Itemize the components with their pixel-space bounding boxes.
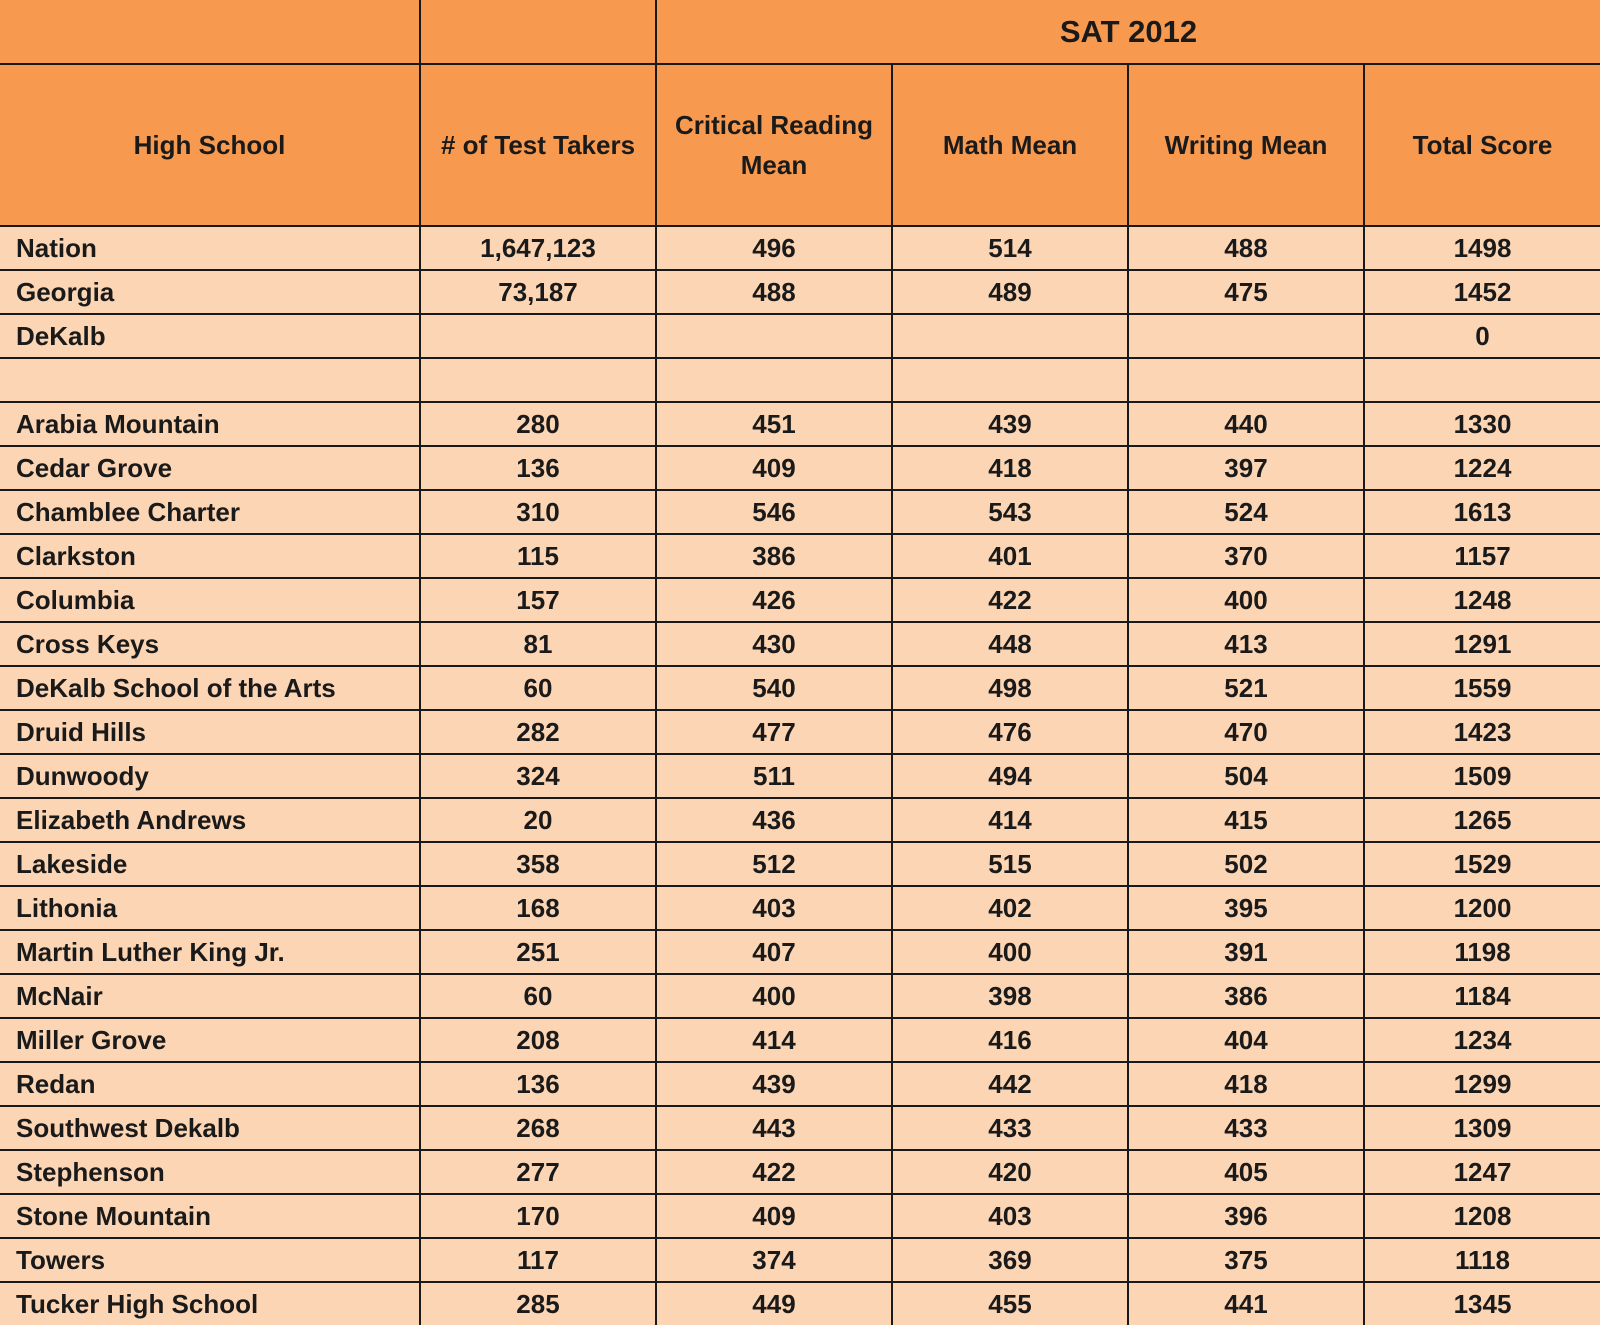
table-row — [0, 1282, 1600, 1325]
cell-writing: 396 — [1128, 1194, 1364, 1238]
cell-math: 543 — [892, 490, 1128, 534]
cell-total: 1423 — [1364, 710, 1600, 754]
cell-writing: 370 — [1128, 534, 1364, 578]
cell-test-takers: 60 — [420, 974, 656, 1018]
table-row — [0, 490, 1600, 534]
cell-math: 498 — [892, 666, 1128, 710]
cell-test-takers: 324 — [420, 754, 656, 798]
cell-critical-reading: 374 — [656, 1238, 892, 1282]
cell-high-school: Cross Keys — [0, 622, 420, 666]
cell-high-school: DeKalb — [0, 314, 420, 358]
cell-test-takers: 81 — [420, 622, 656, 666]
cell-high-school: Martin Luther King Jr. — [0, 930, 420, 974]
cell-test-takers: 358 — [420, 842, 656, 886]
table-row — [0, 402, 1600, 446]
cell-total: 1157 — [1364, 534, 1600, 578]
cell-test-takers — [420, 314, 656, 358]
cell-critical-reading: 422 — [656, 1150, 892, 1194]
cell-test-takers: 117 — [420, 1238, 656, 1282]
cell-writing: 391 — [1128, 930, 1364, 974]
cell-critical-reading: 407 — [656, 930, 892, 974]
cell-test-takers: 136 — [420, 446, 656, 490]
cell-critical-reading: 449 — [656, 1282, 892, 1325]
cell-total: 1529 — [1364, 842, 1600, 886]
cell-writing: 397 — [1128, 446, 1364, 490]
cell-test-takers: 277 — [420, 1150, 656, 1194]
cell-test-takers: 115 — [420, 534, 656, 578]
cell-high-school: Lithonia — [0, 886, 420, 930]
cell-math: 420 — [892, 1150, 1128, 1194]
cell-total: 1309 — [1364, 1106, 1600, 1150]
table-super-header-row — [0, 0, 1600, 64]
cell-math: 398 — [892, 974, 1128, 1018]
cell-test-takers: 280 — [420, 402, 656, 446]
cell-high-school: Redan — [0, 1062, 420, 1106]
cell-math — [892, 314, 1128, 358]
cell-high-school: Georgia — [0, 270, 420, 314]
cell-critical-reading: 403 — [656, 886, 892, 930]
cell-math: 369 — [892, 1238, 1128, 1282]
cell-high-school: McNair — [0, 974, 420, 1018]
cell-math — [892, 358, 1128, 402]
cell-high-school: Tucker High School — [0, 1282, 420, 1325]
cell-high-school: Lakeside — [0, 842, 420, 886]
cell-high-school: Chamblee Charter — [0, 490, 420, 534]
cell-writing: 400 — [1128, 578, 1364, 622]
cell-high-school: Towers — [0, 1238, 420, 1282]
cell-writing: 395 — [1128, 886, 1364, 930]
cell-math: 476 — [892, 710, 1128, 754]
cell-test-takers — [420, 358, 656, 402]
cell-critical-reading: 511 — [656, 754, 892, 798]
cell-total: 1118 — [1364, 1238, 1600, 1282]
cell-math: 418 — [892, 446, 1128, 490]
cell-critical-reading: 430 — [656, 622, 892, 666]
cell-math: 514 — [892, 226, 1128, 270]
cell-writing: 386 — [1128, 974, 1364, 1018]
cell-high-school: Arabia Mountain — [0, 402, 420, 446]
table-title: SAT 2012 — [656, 0, 1600, 64]
cell-writing: 418 — [1128, 1062, 1364, 1106]
cell-writing: 404 — [1128, 1018, 1364, 1062]
cell-writing — [1128, 314, 1364, 358]
cell-critical-reading: 414 — [656, 1018, 892, 1062]
cell-high-school: Druid Hills — [0, 710, 420, 754]
column-header-high-school: High School — [0, 64, 420, 226]
table-row — [0, 798, 1600, 842]
column-header-critical-reading: Critical Reading Mean — [656, 64, 892, 226]
cell-total: 1224 — [1364, 446, 1600, 490]
cell-total: 1200 — [1364, 886, 1600, 930]
cell-writing: 441 — [1128, 1282, 1364, 1325]
cell-writing: 488 — [1128, 226, 1364, 270]
cell-critical-reading: 439 — [656, 1062, 892, 1106]
cell-test-takers: 20 — [420, 798, 656, 842]
cell-high-school: Elizabeth Andrews — [0, 798, 420, 842]
cell-total: 1299 — [1364, 1062, 1600, 1106]
table-row — [0, 930, 1600, 974]
cell-writing: 475 — [1128, 270, 1364, 314]
cell-total: 1248 — [1364, 578, 1600, 622]
cell-math: 400 — [892, 930, 1128, 974]
cell-writing: 413 — [1128, 622, 1364, 666]
cell-high-school: Stone Mountain — [0, 1194, 420, 1238]
cell-high-school — [0, 358, 420, 402]
table-row — [0, 666, 1600, 710]
cell-writing: 470 — [1128, 710, 1364, 754]
cell-math: 439 — [892, 402, 1128, 446]
table-row — [0, 1150, 1600, 1194]
cell-test-takers: 1,647,123 — [420, 226, 656, 270]
table-row — [0, 1062, 1600, 1106]
cell-math: 422 — [892, 578, 1128, 622]
cell-critical-reading: 409 — [656, 446, 892, 490]
cell-total: 1330 — [1364, 402, 1600, 446]
cell-writing: 433 — [1128, 1106, 1364, 1150]
cell-total: 1498 — [1364, 226, 1600, 270]
cell-critical-reading: 512 — [656, 842, 892, 886]
cell-writing: 405 — [1128, 1150, 1364, 1194]
cell-total: 1234 — [1364, 1018, 1600, 1062]
cell-total: 1208 — [1364, 1194, 1600, 1238]
cell-test-takers: 251 — [420, 930, 656, 974]
cell-total: 1291 — [1364, 622, 1600, 666]
cell-math: 494 — [892, 754, 1128, 798]
cell-test-takers: 60 — [420, 666, 656, 710]
cell-writing: 504 — [1128, 754, 1364, 798]
cell-high-school: Miller Grove — [0, 1018, 420, 1062]
cell-critical-reading: 451 — [656, 402, 892, 446]
cell-critical-reading: 436 — [656, 798, 892, 842]
table-row — [0, 754, 1600, 798]
cell-writing: 440 — [1128, 402, 1364, 446]
cell-total: 1613 — [1364, 490, 1600, 534]
cell-writing — [1128, 358, 1364, 402]
cell-total: 1247 — [1364, 1150, 1600, 1194]
cell-writing: 502 — [1128, 842, 1364, 886]
table-body — [0, 226, 1600, 1325]
cell-critical-reading: 443 — [656, 1106, 892, 1150]
cell-high-school: Clarkston — [0, 534, 420, 578]
cell-high-school: Stephenson — [0, 1150, 420, 1194]
cell-high-school: Dunwoody — [0, 754, 420, 798]
table-row — [0, 886, 1600, 930]
table-row — [0, 1194, 1600, 1238]
cell-total — [1364, 358, 1600, 402]
cell-test-takers: 136 — [420, 1062, 656, 1106]
column-header-test-takers: # of Test Takers — [420, 64, 656, 226]
cell-writing: 415 — [1128, 798, 1364, 842]
cell-writing: 524 — [1128, 490, 1364, 534]
cell-critical-reading: 426 — [656, 578, 892, 622]
cell-test-takers: 282 — [420, 710, 656, 754]
table-row — [0, 314, 1600, 358]
cell-high-school: Columbia — [0, 578, 420, 622]
cell-critical-reading — [656, 314, 892, 358]
cell-total: 1345 — [1364, 1282, 1600, 1325]
column-header-writing: Writing Mean — [1128, 64, 1364, 226]
cell-high-school: Southwest Dekalb — [0, 1106, 420, 1150]
cell-test-takers: 208 — [420, 1018, 656, 1062]
cell-critical-reading: 540 — [656, 666, 892, 710]
table-row — [0, 358, 1600, 402]
cell-critical-reading: 496 — [656, 226, 892, 270]
cell-test-takers: 168 — [420, 886, 656, 930]
column-header-total: Total Score — [1364, 64, 1600, 226]
table-row — [0, 710, 1600, 754]
cell-writing: 521 — [1128, 666, 1364, 710]
cell-test-takers: 170 — [420, 1194, 656, 1238]
cell-total: 1559 — [1364, 666, 1600, 710]
cell-test-takers: 285 — [420, 1282, 656, 1325]
cell-math: 414 — [892, 798, 1128, 842]
cell-math: 455 — [892, 1282, 1128, 1325]
cell-test-takers: 157 — [420, 578, 656, 622]
cell-math: 433 — [892, 1106, 1128, 1150]
cell-total: 1184 — [1364, 974, 1600, 1018]
cell-math: 403 — [892, 1194, 1128, 1238]
super-header-empty-1 — [0, 0, 420, 64]
cell-test-takers: 73,187 — [420, 270, 656, 314]
table-row — [0, 1106, 1600, 1150]
cell-critical-reading: 477 — [656, 710, 892, 754]
cell-high-school: Cedar Grove — [0, 446, 420, 490]
cell-math: 442 — [892, 1062, 1128, 1106]
cell-critical-reading: 386 — [656, 534, 892, 578]
cell-test-takers: 268 — [420, 1106, 656, 1150]
table-header-row — [0, 64, 1600, 226]
cell-critical-reading — [656, 358, 892, 402]
cell-math: 515 — [892, 842, 1128, 886]
cell-test-takers: 310 — [420, 490, 656, 534]
cell-math: 401 — [892, 534, 1128, 578]
table-row — [0, 974, 1600, 1018]
cell-critical-reading: 400 — [656, 974, 892, 1018]
cell-math: 402 — [892, 886, 1128, 930]
cell-critical-reading: 488 — [656, 270, 892, 314]
super-header-empty-2 — [420, 0, 656, 64]
cell-math: 448 — [892, 622, 1128, 666]
cell-total: 0 — [1364, 314, 1600, 358]
table-row — [0, 534, 1600, 578]
cell-total: 1265 — [1364, 798, 1600, 842]
table-row — [0, 842, 1600, 886]
cell-total: 1198 — [1364, 930, 1600, 974]
table-row — [0, 226, 1600, 270]
cell-writing: 375 — [1128, 1238, 1364, 1282]
cell-high-school: Nation — [0, 226, 420, 270]
cell-math: 489 — [892, 270, 1128, 314]
table-row — [0, 622, 1600, 666]
cell-critical-reading: 546 — [656, 490, 892, 534]
table-row — [0, 270, 1600, 314]
cell-high-school: DeKalb School of the Arts — [0, 666, 420, 710]
table-row — [0, 1238, 1600, 1282]
table-row — [0, 1018, 1600, 1062]
cell-math: 416 — [892, 1018, 1128, 1062]
cell-critical-reading: 409 — [656, 1194, 892, 1238]
cell-total: 1509 — [1364, 754, 1600, 798]
table-row — [0, 578, 1600, 622]
cell-total: 1452 — [1364, 270, 1600, 314]
table-row — [0, 446, 1600, 490]
column-header-math: Math Mean — [892, 64, 1128, 226]
